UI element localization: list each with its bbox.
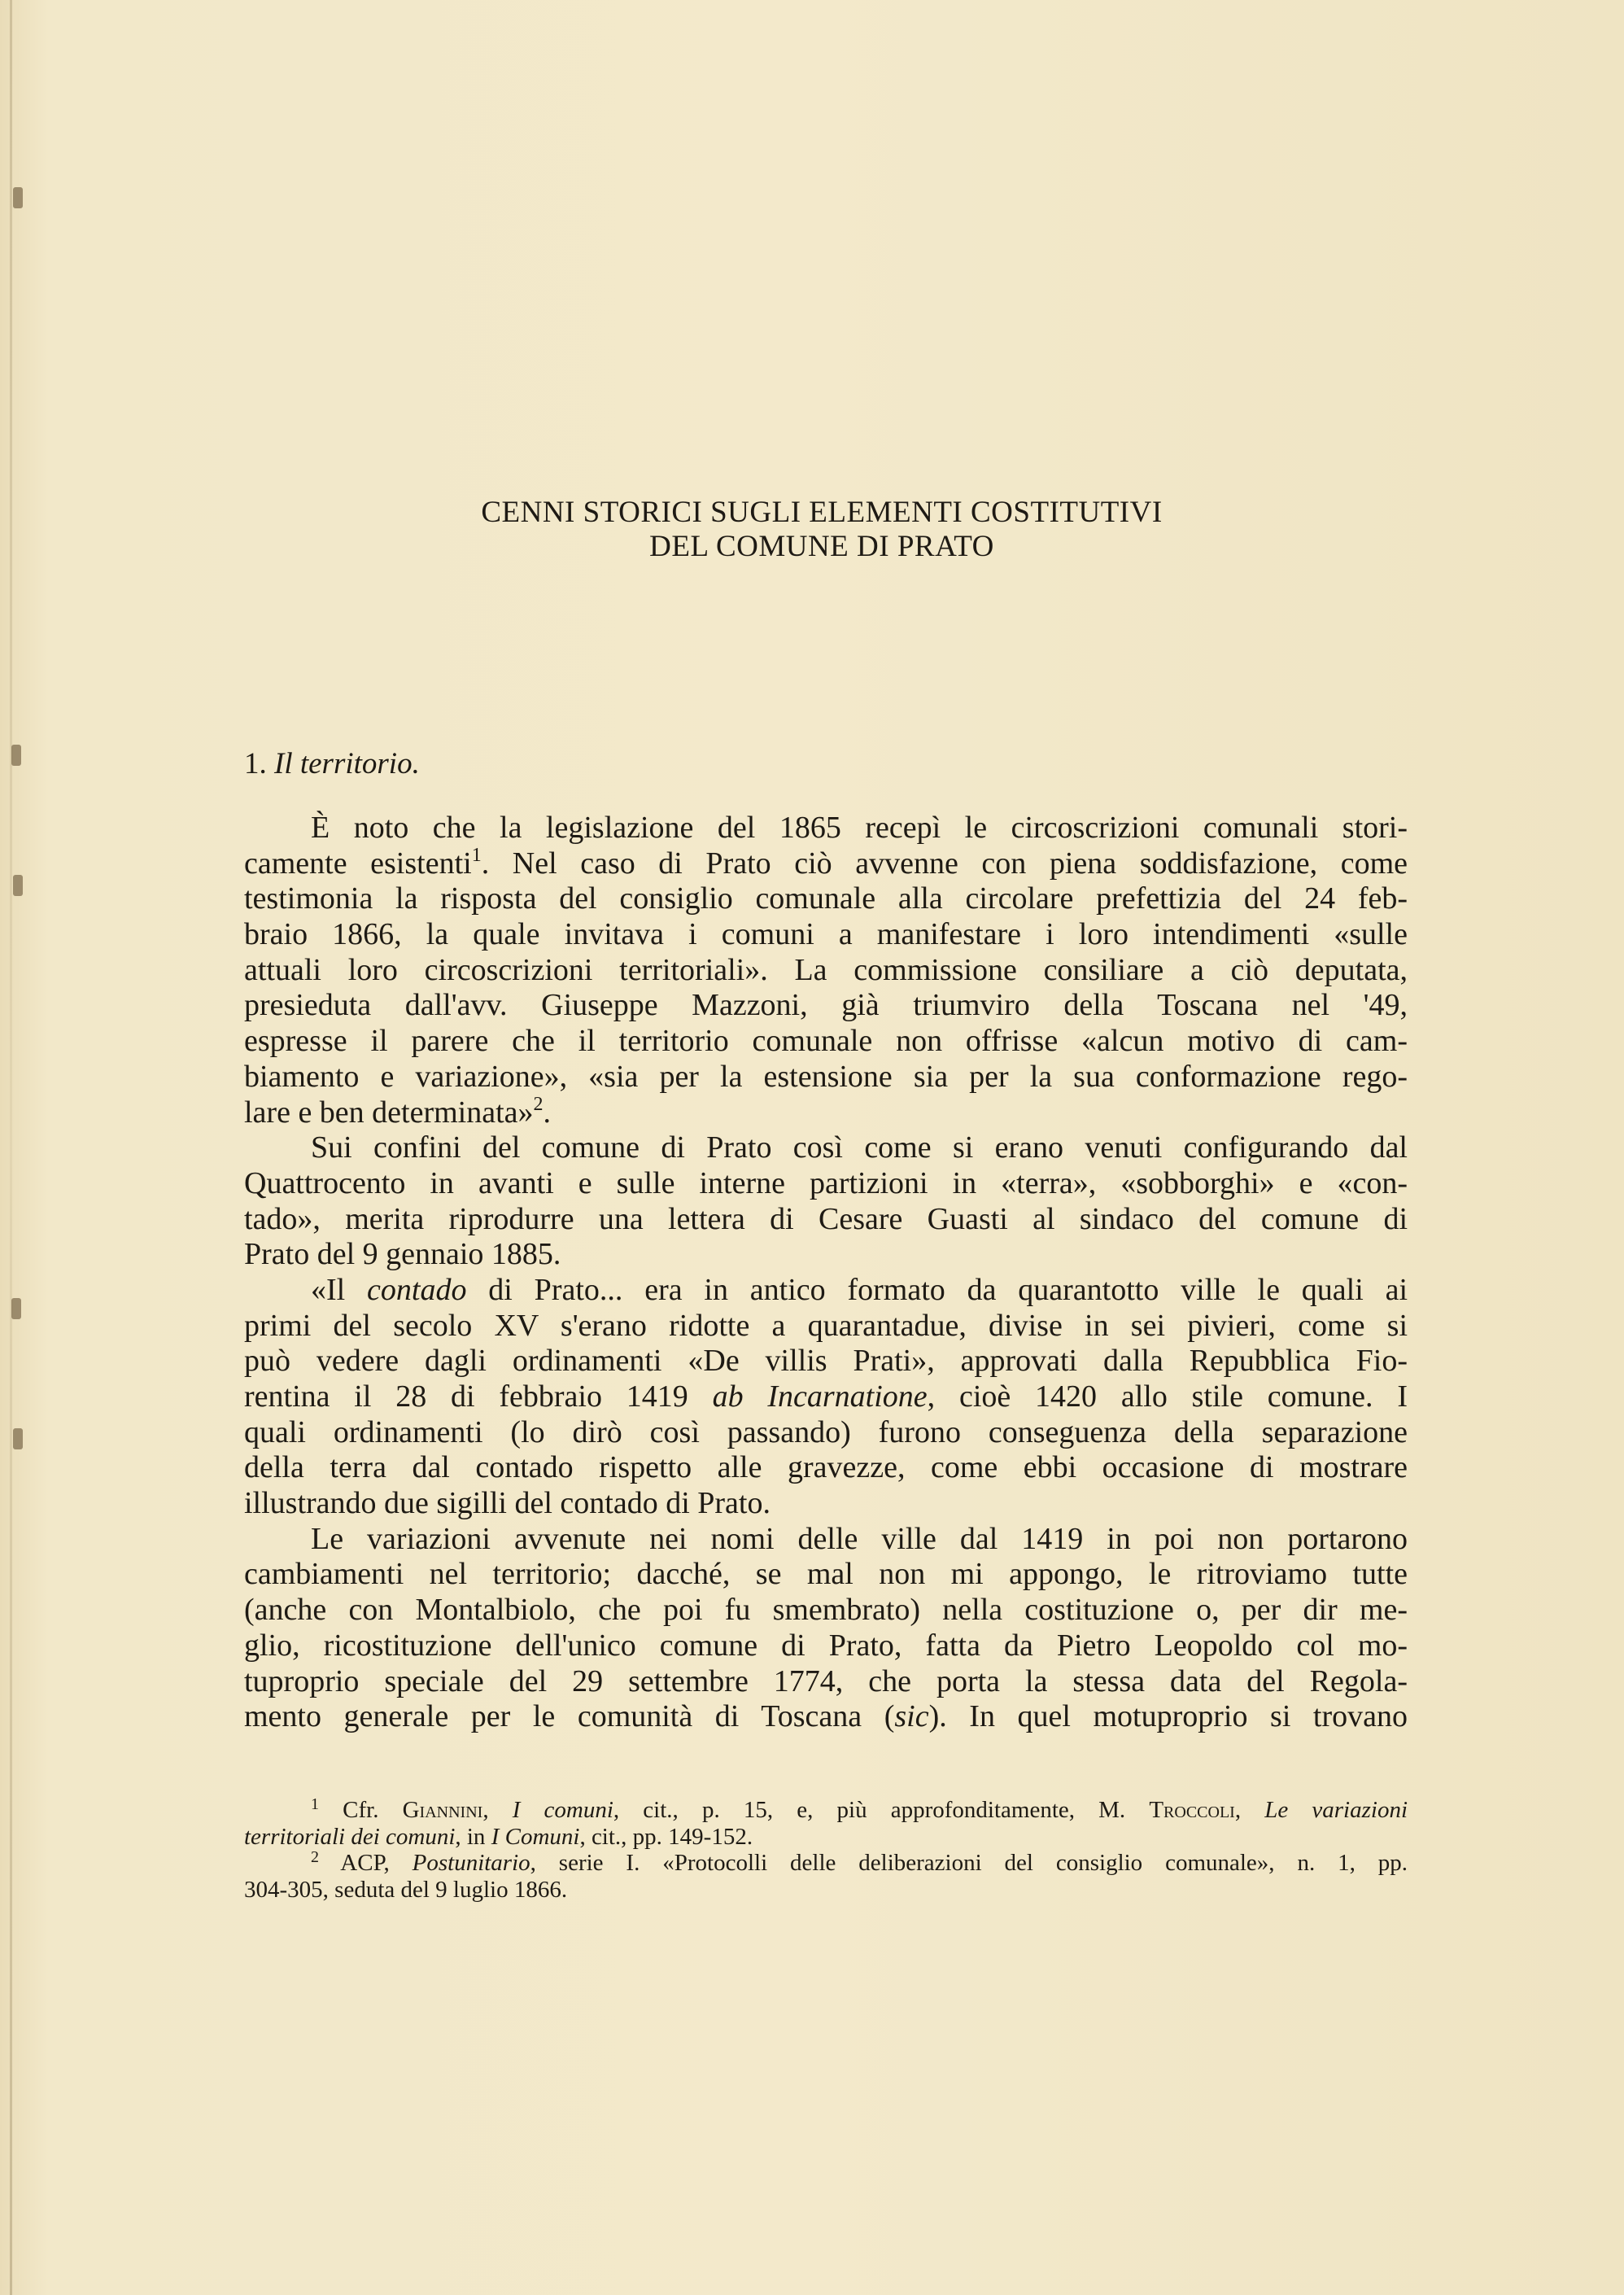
binding-mark [13, 1428, 23, 1449]
footnote-ref: 2 [533, 1093, 544, 1115]
text-line: Prato del 9 gennaio 1885. [244, 1237, 561, 1272]
text-line: Le variazioni avvenute nei nomi delle ville dal 1419 in poi non portarono [311, 1521, 1408, 1556]
text-line: attuali loro circoscrizioni territoriali». La commissione consiliare a ciò deputata, [244, 952, 1408, 987]
binding-mark [11, 745, 21, 766]
text-line: può vedere dagli ordinamenti «De villis Prati», approvati dalla Repubblica Fio- [244, 1344, 1408, 1379]
footnotes [244, 1797, 1408, 1903]
footnote-2-cont: 304-305, seduta del 9 luglio 1866. [244, 1876, 568, 1903]
text-line: (anche con Montalbiolo, che poi fu smembrato) nella costituzione o, per dir me- [244, 1593, 1408, 1628]
text-line: «Il contado di Prato... era in antico formato da quarantotto ville le quali ai [311, 1272, 1408, 1307]
text-line: Quattrocento in avanti e sulle interne partizioni in «terra», «sobborghi» e «con- [244, 1165, 1408, 1200]
section-title: Il territorio. [274, 747, 420, 780]
text-line: primi del secolo XV s'erano ridotte a quarantadue, divise in sei pivieri, come si [244, 1308, 1408, 1343]
text-line: glio, ricostituzione dell'unico comune di Prato, fatta da Pietro Leopoldo col mo- [244, 1628, 1408, 1663]
text-line: mento generale per le comunità di Toscana (sic). In quel motuproprio si trovano [244, 1699, 1408, 1734]
binding-edge [10, 0, 12, 2295]
text-line: lare e ben determinata»$^2$. [244, 1093, 552, 1130]
text-line: camente esistenti$^1$. Nel caso di Prato ciò avvenne con piena soddisfazione, come [244, 844, 1408, 881]
text-line: Sui confini del comune di Prato così come si erano venuti configurando dal [311, 1130, 1408, 1165]
chapter-title-line-2: DEL COMUNE DI PRATO [649, 530, 994, 563]
text-line: biamento e variazione», «sia per la estensione sia per la sua conformazione rego- [244, 1059, 1408, 1094]
text-line: presieduta dall'avv. Giuseppe Mazzoni, già triumviro della Toscana nel '49, [244, 988, 1408, 1023]
text-line: della terra dal contado rispetto alle gravezze, come ebbi occasione di mostrare [244, 1450, 1408, 1485]
section-heading [244, 746, 420, 781]
footnote-1: $^1$ Cfr. Giannini, I comuni, cit., p. 15, e, più approfonditamente, M. Troccoli, Le variazioni [311, 1795, 1408, 1823]
text-line: testimonia la risposta del consiglio comunale alla circolare prefettizia del 24 feb- [244, 881, 1408, 916]
footnote-2: $^2$ ACP, Postunitario, serie I. «Protocolli delle deliberazioni del consiglio comunale», n. 1, pp. [311, 1848, 1408, 1876]
binding-mark [13, 875, 23, 896]
body-text [244, 811, 1408, 1735]
binding-mark [13, 187, 23, 208]
text-line: braio 1866, la quale invitava i comuni a manifestare i loro intendimenti «sulle [244, 917, 1408, 952]
text-line: È noto che la legislazione del 1865 recepì le circoscrizioni comunali stori- [311, 811, 1408, 845]
text-line: tuproprio speciale del 29 settembre 1774, che porta la stessa data del Regola- [244, 1663, 1408, 1698]
text-line: illustrando due sigilli del contado di Prato. [244, 1486, 771, 1521]
text-line: quali ordinamenti (lo dirò così passando) furono conseguenza della separazione [244, 1414, 1408, 1449]
chapter-title-line-1: CENNI STORICI SUGLI ELEMENTI COSTITUTIVI [481, 496, 1163, 529]
text-line: espresse il parere che il territorio comunale non offrisse «alcun motivo di cam- [244, 1024, 1408, 1059]
text-line: rentina il 28 di febbraio 1419 ab Incarnatione, cioè 1420 allo stile comune. I [244, 1379, 1408, 1414]
binding-mark [11, 1298, 21, 1319]
footnote-ref: 1 [471, 844, 482, 866]
section-number: 1. [244, 747, 267, 780]
text-line: tado», merita riprodurre una lettera di Cesare Guasti al sindaco del comune di [244, 1201, 1408, 1236]
text-line: cambiamenti nel territorio; dacché, se mal non mi appongo, le ritroviamo tutte [244, 1557, 1408, 1592]
footnote-1-cont: territoriali dei comuni, in I Comuni, cit., pp. 149-152. [244, 1823, 753, 1850]
